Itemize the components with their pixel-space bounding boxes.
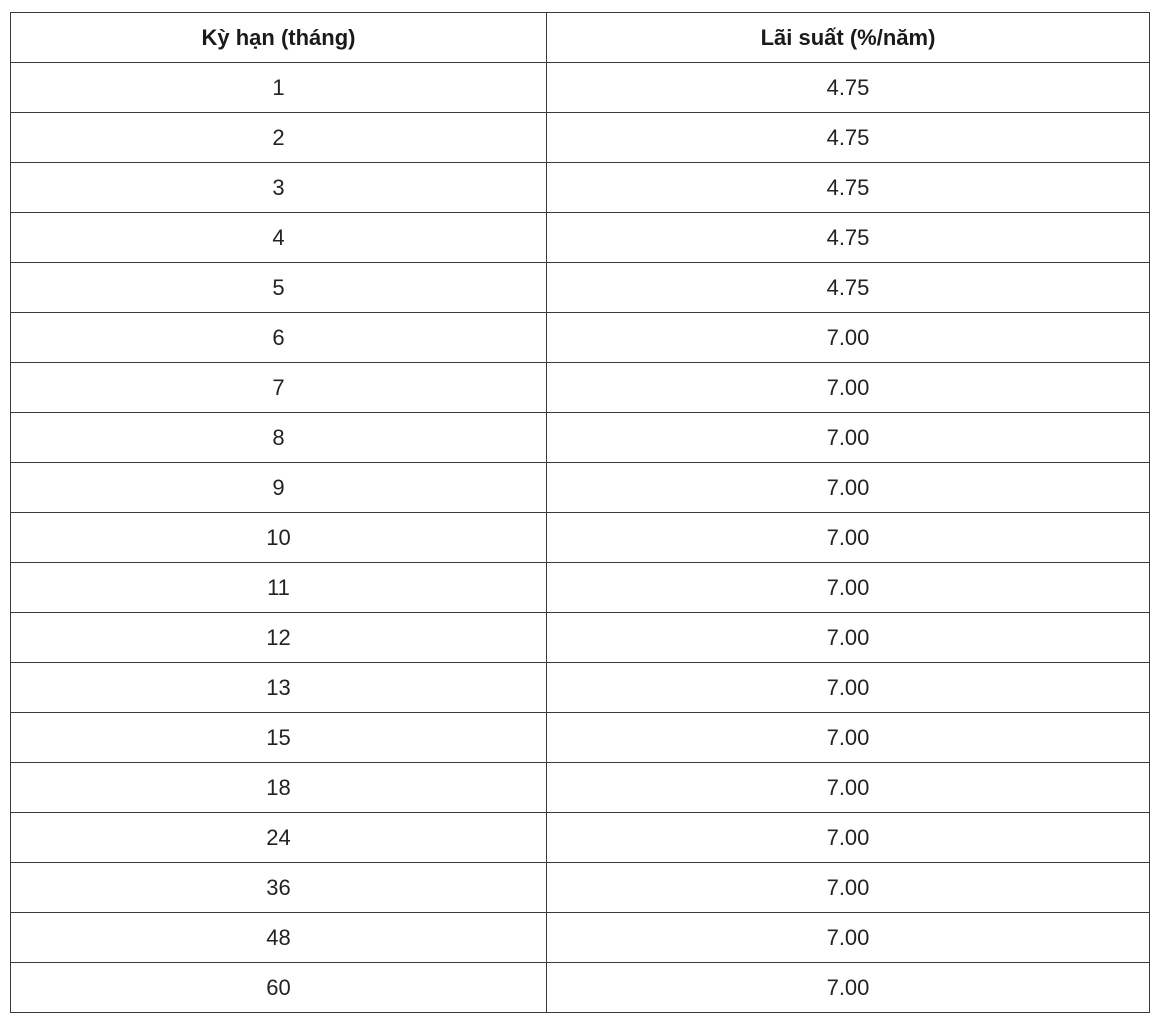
rate-cell: 4.75	[547, 163, 1150, 213]
term-cell: 5	[11, 263, 547, 313]
term-cell: 11	[11, 563, 547, 613]
term-cell: 3	[11, 163, 547, 213]
header-row	[11, 13, 1150, 63]
rate-cell: 4.75	[547, 263, 1150, 313]
table-row	[11, 813, 1150, 863]
table-row	[11, 263, 1150, 313]
table-row	[11, 763, 1150, 813]
rate-cell: 4.75	[547, 213, 1150, 263]
table-row	[11, 663, 1150, 713]
rate-cell: 4.75	[547, 63, 1150, 113]
term-cell: 2	[11, 113, 547, 163]
term-cell: 9	[11, 463, 547, 513]
table-row	[11, 513, 1150, 563]
term-cell: 15	[11, 713, 547, 763]
table-row	[11, 913, 1150, 963]
header-term-months: Kỳ hạn (tháng)	[11, 13, 547, 63]
header-interest-rate: Lãi suất (%/năm)	[547, 13, 1150, 63]
table-row	[11, 163, 1150, 213]
table-row	[11, 113, 1150, 163]
table-row	[11, 563, 1150, 613]
rate-cell: 7.00	[547, 713, 1150, 763]
table-row	[11, 63, 1150, 113]
rate-cell: 7.00	[547, 963, 1150, 1013]
table-row	[11, 613, 1150, 663]
table-row	[11, 313, 1150, 363]
table-row	[11, 363, 1150, 413]
rate-cell: 7.00	[547, 863, 1150, 913]
rate-cell: 7.00	[547, 463, 1150, 513]
rate-cell: 7.00	[547, 313, 1150, 363]
table-header	[11, 13, 1150, 63]
term-cell: 13	[11, 663, 547, 713]
table-row	[11, 213, 1150, 263]
term-cell: 7	[11, 363, 547, 413]
term-cell: 36	[11, 863, 547, 913]
rate-cell: 7.00	[547, 363, 1150, 413]
table-row	[11, 413, 1150, 463]
rate-cell: 7.00	[547, 563, 1150, 613]
term-cell: 1	[11, 63, 547, 113]
interest-rate-table	[10, 12, 1150, 1013]
table-row	[11, 713, 1150, 763]
term-cell: 8	[11, 413, 547, 463]
term-cell: 60	[11, 963, 547, 1013]
table-row	[11, 463, 1150, 513]
term-cell: 10	[11, 513, 547, 563]
rate-cell: 7.00	[547, 913, 1150, 963]
rate-cell: 7.00	[547, 663, 1150, 713]
table-body	[11, 63, 1150, 1013]
term-cell: 4	[11, 213, 547, 263]
rate-cell: 7.00	[547, 763, 1150, 813]
table-row	[11, 963, 1150, 1013]
table-row	[11, 863, 1150, 913]
rate-cell: 7.00	[547, 513, 1150, 563]
rate-cell: 7.00	[547, 413, 1150, 463]
rate-cell: 4.75	[547, 113, 1150, 163]
rate-cell: 7.00	[547, 813, 1150, 863]
rate-cell: 7.00	[547, 613, 1150, 663]
term-cell: 12	[11, 613, 547, 663]
term-cell: 18	[11, 763, 547, 813]
term-cell: 24	[11, 813, 547, 863]
term-cell: 6	[11, 313, 547, 363]
term-cell: 48	[11, 913, 547, 963]
